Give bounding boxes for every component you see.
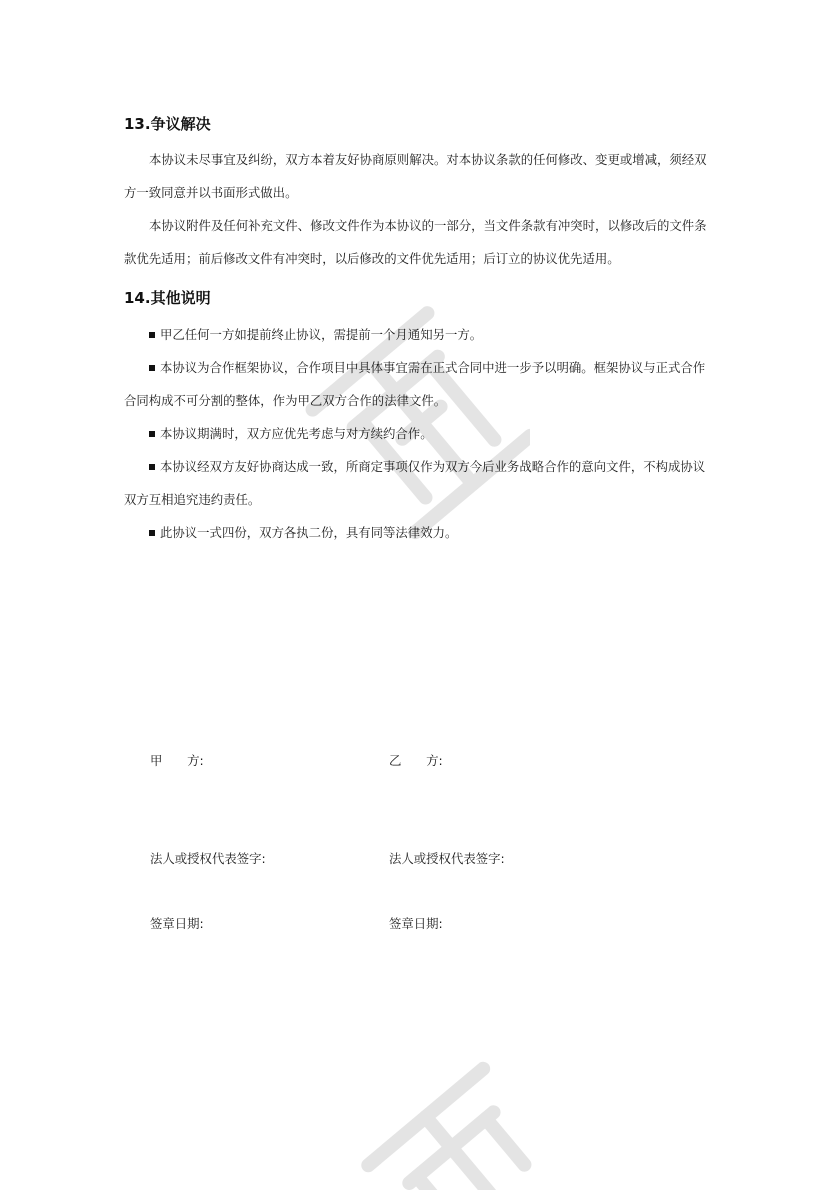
list-item (124, 450, 710, 516)
list-item (124, 351, 710, 417)
section-13-title: 13.争议解决 (124, 115, 211, 133)
section-13-paragraph: 本协议未尽事宜及纠纷，双方本着友好协商原则解决。对本协议条款的任何修改、变更或增减，须经双方一致同意并以书面形式做出。 (124, 152, 707, 200)
bullet-icon (149, 332, 155, 338)
list-item (124, 417, 710, 450)
section-13-paragraph: 本协议附件及任何补充文件、修改文件作为本协议的一部分，当文件条款有冲突时，以修改后的文件条款优先适用；前后修改文件有冲突时，以后修改的文件优先适用；后订立的协议优先适用。 (124, 218, 707, 266)
list-item (124, 318, 710, 351)
party-b-representative-label: 法人或授权代表签字: (389, 851, 505, 866)
list-item-text: 甲乙任何一方如提前终止协议，需提前一个月通知另一方。 (160, 327, 483, 342)
list-item (124, 516, 710, 549)
bullet-icon (149, 530, 155, 536)
list-item-text: 本协议经双方友好协商达成一致，所商定事项仅作为双方今后业务战略合作的意向文件，不构成协议双方互相追究违约责任。 (124, 459, 706, 507)
party-a-representative-label: 法人或授权代表签字: (150, 851, 266, 866)
bullet-icon (149, 464, 155, 470)
party-a-label: 甲 方: (150, 753, 204, 768)
list-item-text: 本协议期满时，双方应优先考虑与对方续约合作。 (160, 426, 433, 441)
list-item-text: 本协议为合作框架协议，合作项目中具体事宜需在正式合同中进一步予以明确。框架协议与正式合作合同构成不可分割的整体，作为甲乙双方合作的法律文件。 (124, 360, 706, 408)
bullet-icon (149, 365, 155, 371)
section-14-title: 14.其他说明 (124, 289, 211, 307)
party-a-sign-date-label: 签章日期: (150, 916, 204, 931)
party-b-sign-date-label: 签章日期: (389, 916, 443, 931)
watermark-logo-bottom (330, 1050, 560, 1190)
list-item-text: 此协议一式四份，双方各执二份，具有同等法律效力。 (160, 525, 458, 540)
party-b-label: 乙 方: (389, 753, 443, 768)
bullet-icon (149, 431, 155, 437)
